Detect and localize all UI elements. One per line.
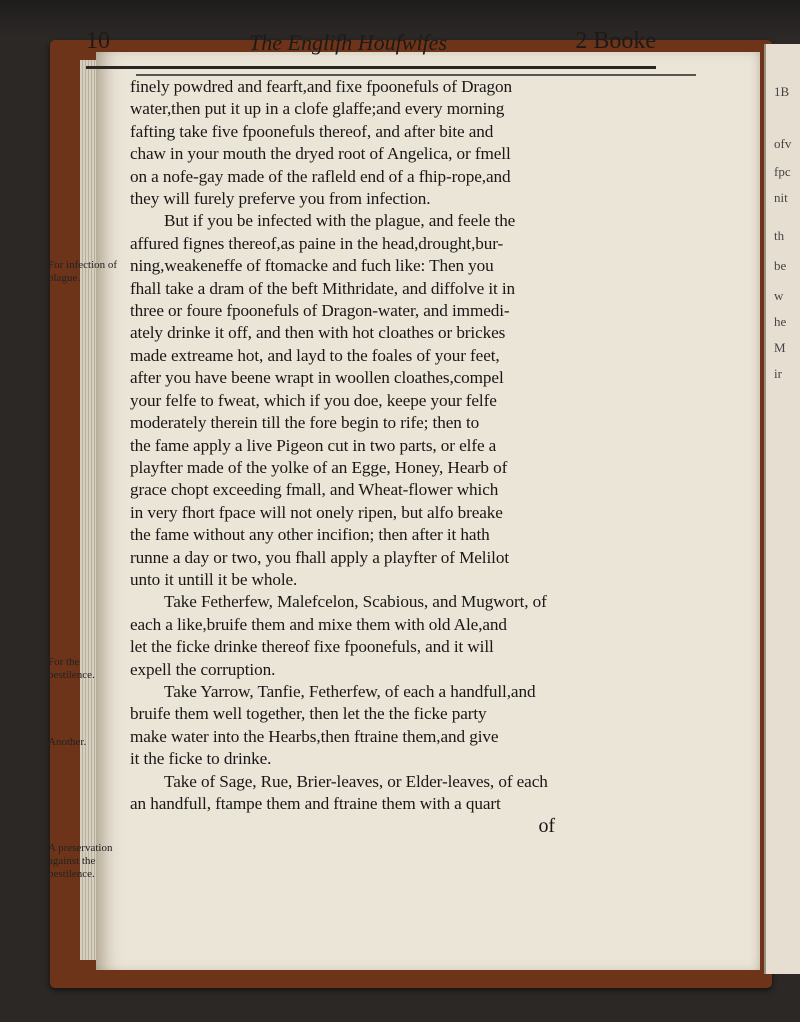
text-line: playfter made of the yolke of an Egge, Honey, Hearb of xyxy=(130,457,508,477)
text-line: after you have beene wrapt in woollen cloathes,compel xyxy=(130,368,504,388)
text-line: But if you be infected with the plague, and feele the xyxy=(164,211,516,231)
text-line: fafting take five fpoonefuls thereof, and after bite and xyxy=(130,121,494,141)
text-line: let the ficke drinke thereof fixe fpoonefuls, and it will xyxy=(130,637,494,657)
text-line: your felfe to fweat, which if you doe, keepe your felfe xyxy=(130,390,497,410)
text-line: the fame apply a live Pigeon cut in two parts, or elfe a xyxy=(130,435,497,455)
text-line: bruife them well together, then let the the ficke party xyxy=(130,704,487,724)
next-page-fragment: w xyxy=(774,288,784,303)
next-page-fragment: ofv xyxy=(774,136,792,151)
text-line: in very fhort fpace will not onely ripen, but alfo breake xyxy=(130,502,503,522)
text-line: water,then put it up in a clofe glaffe;and every morning xyxy=(130,99,505,119)
next-page-fragment: nit xyxy=(774,190,788,205)
book-label: 2 Booke xyxy=(575,28,656,54)
text-line: Take of Sage, Rue, Brier-leaves, or Elder-leaves, of each xyxy=(164,771,548,791)
catchword: of xyxy=(538,815,555,838)
next-page-edge xyxy=(764,44,800,974)
next-page-fragment: ir xyxy=(774,366,782,381)
next-page-fragment: 1B xyxy=(774,84,790,99)
text-line: ning,weakeneffe of ftomacke and fuch like: Then you xyxy=(130,256,494,276)
text-line: it the ficke to drinke. xyxy=(130,749,272,769)
next-page-fragment: M xyxy=(774,340,786,355)
text-line: affured fignes thereof,as paine in the head,drought,bur- xyxy=(130,233,504,253)
text-line: chaw in your mouth the dryed root of Angelica, or fmell xyxy=(130,144,511,164)
text-line: each a like,bruife them and mixe them with old Ale,and xyxy=(130,614,507,634)
next-page-fragment: he xyxy=(774,314,787,329)
body-text xyxy=(130,76,615,838)
text-line: finely powdred and fearft,and fixe fpoonefuls of Dragon xyxy=(130,77,513,96)
text-line: make water into the Hearbs,then ftraine them,and give xyxy=(130,726,499,746)
running-title: The Englifh Houfwifes xyxy=(249,30,447,55)
text-line: moderately therein till the fore begin to rife; then to xyxy=(130,413,480,433)
margin-note: A preservation against the pestilence. xyxy=(48,842,113,880)
text-line: ately drinke it off, and then with hot cloathes or brickes xyxy=(130,323,506,343)
margin-note: For the pestilence. xyxy=(48,656,95,681)
margin-note: Another. xyxy=(48,736,87,748)
next-page-fragment: be xyxy=(774,258,787,273)
next-page-fragment: fpc xyxy=(774,164,791,179)
header-rule xyxy=(86,66,656,69)
margin-note: For infection of plague. xyxy=(48,259,118,284)
text-line: runne a day or two, you fhall apply a playfter of Melilot xyxy=(130,547,509,567)
page-header xyxy=(86,28,656,62)
text-line: made extreame hot, and layd to the foales of your feet, xyxy=(130,345,500,365)
text-line: the fame without any other incifion; then after it hath xyxy=(130,525,490,545)
page-number: 10 xyxy=(86,28,110,54)
text-line: Take Yarrow, Tanfie, Fetherfew, of each a handfull,and xyxy=(164,681,536,701)
text-line: an handfull, ftampe them and ftraine them with a quart xyxy=(130,794,501,813)
text-line: grace chopt exceeding fmall, and Wheat-flower which xyxy=(130,480,499,500)
text-line: three or foure fpoonefuls of Dragon-water, and immedi- xyxy=(130,301,510,321)
text-line: on a nofe-gay made of the rafleld end of a fhip-rope,and xyxy=(130,166,511,186)
text-line: unto it untill it be whole. xyxy=(130,569,298,589)
text-line: fhall take a dram of the beft Mithridate, and diffolve it in xyxy=(130,278,516,298)
text-line: they will furely preferve you from infection. xyxy=(130,189,431,209)
text-line: expell the corruption. xyxy=(130,659,276,679)
text-line: Take Fetherfew, Malefcelon, Scabious, and Mugwort, of xyxy=(164,592,547,612)
next-page-fragment: th xyxy=(774,228,785,243)
